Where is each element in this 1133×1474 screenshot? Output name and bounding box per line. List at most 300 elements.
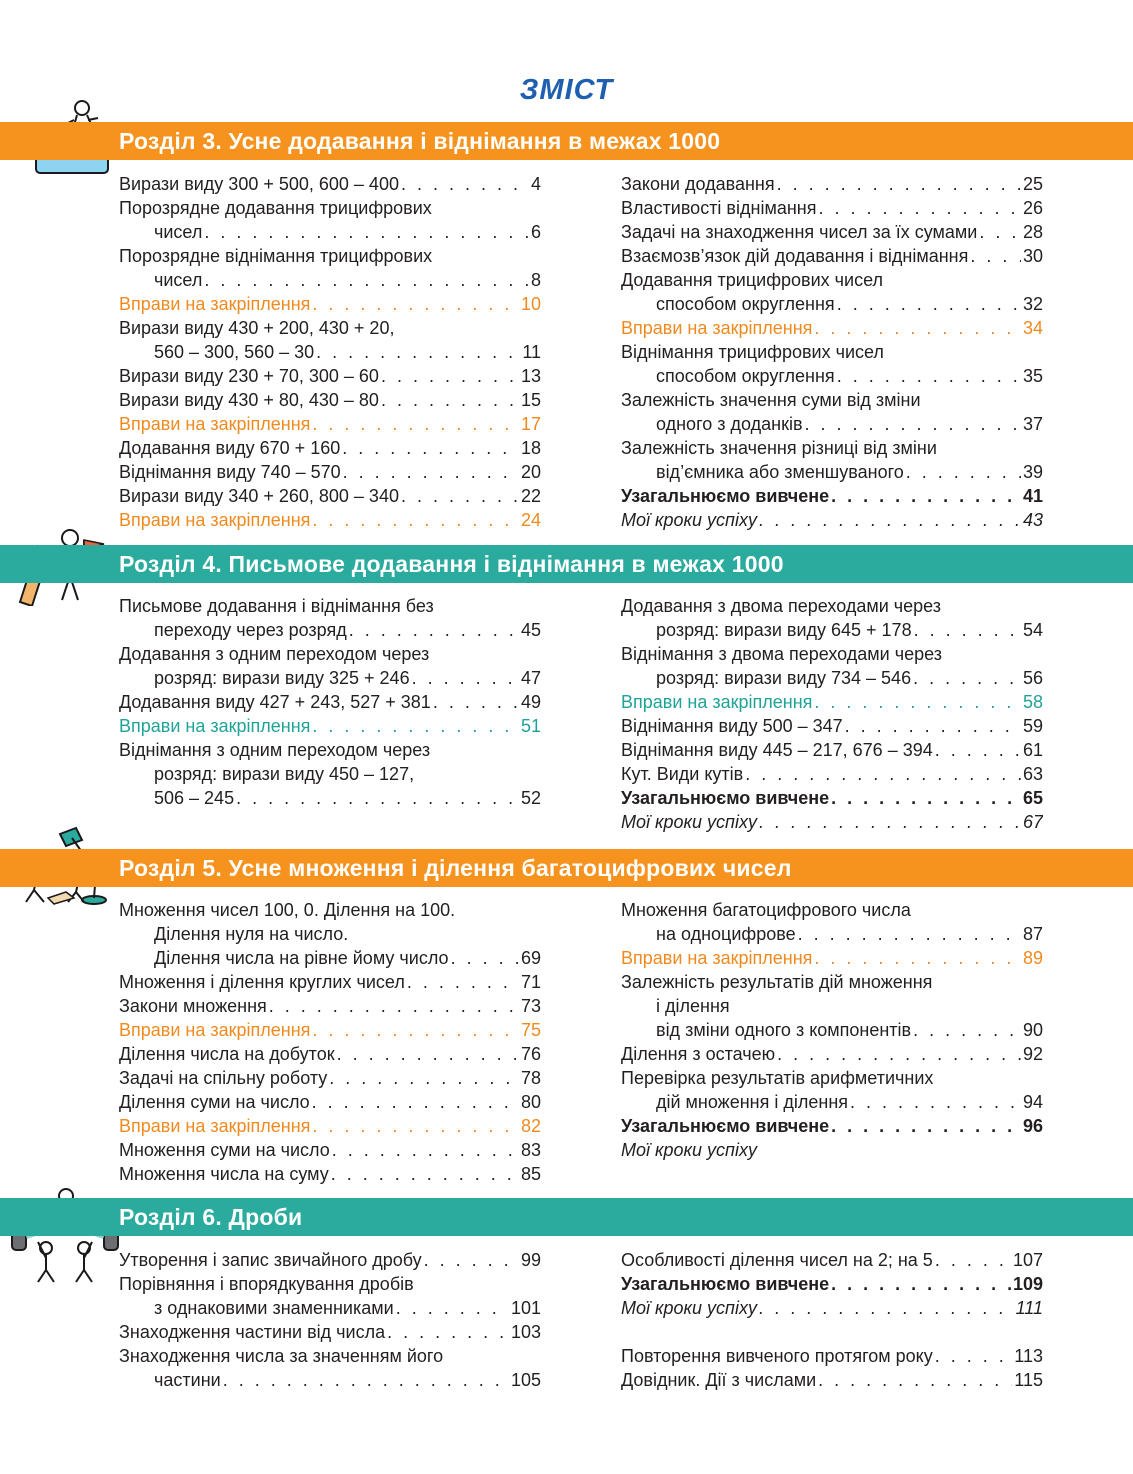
toc-entry-title: Утворення і запис звичайного дробу — [119, 1250, 422, 1270]
toc-entry-page: 94 — [1022, 1092, 1043, 1112]
dot-leader — [387, 1320, 509, 1344]
dot-leader — [831, 484, 1021, 508]
toc-entry[interactable] — [621, 738, 1043, 762]
toc-entry-page: 80 — [520, 1092, 541, 1112]
dot-leader — [914, 618, 1021, 642]
toc-entry[interactable] — [621, 1042, 1043, 1066]
dot-leader — [935, 1344, 1013, 1368]
toc-entry-page: 6 — [530, 222, 541, 242]
toc-entry[interactable] — [621, 594, 1043, 618]
section-6-right — [621, 1248, 1043, 1392]
toc-entry[interactable] — [621, 268, 1043, 292]
toc-entry-page: 67 — [1022, 812, 1043, 832]
toc-entry[interactable] — [621, 220, 1043, 244]
toc-entry-page: 10 — [520, 294, 541, 314]
dot-leader — [759, 508, 1021, 532]
toc-entry-title: Мої кроки успіху — [621, 1298, 757, 1318]
toc-entry-title: Додавання трицифрових чисел — [621, 270, 883, 290]
dot-leader — [745, 762, 1021, 786]
toc-entry[interactable] — [119, 738, 541, 762]
toc-entry-page: 83 — [520, 1140, 541, 1160]
toc-entry-page: 47 — [520, 668, 541, 688]
toc-entry[interactable] — [621, 436, 1043, 460]
toc-entry[interactable] — [119, 994, 541, 1018]
toc-entry[interactable] — [621, 994, 1043, 1018]
section-5-left — [119, 898, 541, 1186]
toc-entry[interactable] — [621, 786, 1043, 810]
toc-entry[interactable] — [119, 642, 541, 666]
toc-entry-title: Порозрядне віднімання трицифрових — [119, 246, 433, 266]
toc-entry-page: 45 — [520, 620, 541, 640]
dot-leader — [831, 1272, 1011, 1296]
toc-entry[interactable] — [119, 666, 541, 690]
toc-entry-title: способом округлення — [656, 294, 835, 314]
toc-entry[interactable] — [119, 594, 541, 618]
toc-entry-page: 58 — [1022, 692, 1043, 712]
toc-entry-title: Множення числа на суму — [119, 1164, 329, 1184]
dot-leader — [312, 1018, 519, 1042]
toc-entry-page: 90 — [1022, 1020, 1043, 1040]
toc-entry[interactable] — [621, 666, 1043, 690]
toc-entry-title: Віднімання виду 500 – 347 — [621, 716, 843, 736]
toc-entry-title: Додавання виду 670 + 160 — [119, 438, 341, 458]
toc-entry-page: 54 — [1022, 620, 1043, 640]
toc-entry[interactable] — [119, 922, 541, 946]
toc-entry-title: Залежність значення суми від зміни — [621, 390, 921, 410]
dot-leader — [818, 1368, 1012, 1392]
toc-entry-title: Вправи на закріплення — [119, 414, 311, 434]
dot-leader — [312, 292, 519, 316]
toc-entry[interactable] — [119, 484, 541, 508]
toc-entry-title: Особливості ділення чисел на 2; на 5 — [621, 1250, 933, 1270]
dot-leader — [407, 970, 519, 994]
toc-entry-page: 73 — [520, 996, 541, 1016]
toc-entry-title: Залежність результатів дій множення — [621, 972, 933, 992]
toc-entry[interactable] — [621, 460, 1043, 484]
dot-leader — [312, 1114, 519, 1138]
dot-leader — [337, 1042, 519, 1066]
dot-leader — [401, 484, 519, 508]
toc-entry-title: Вирази виду 300 + 500, 600 – 400 — [119, 174, 399, 194]
dot-leader — [845, 714, 1021, 738]
toc-entry-page: 35 — [1022, 366, 1043, 386]
dot-leader — [342, 436, 519, 460]
toc-entry-page: 87 — [1022, 924, 1043, 944]
toc-entry[interactable] — [119, 340, 541, 364]
toc-entry-page: 13 — [520, 366, 541, 386]
toc-entry-title: Знаходження частини від числа — [119, 1322, 386, 1342]
dot-leader — [433, 690, 519, 714]
dot-leader — [236, 786, 519, 810]
toc-entry-title: Повторення вивченого протягом року — [621, 1346, 933, 1366]
toc-entry[interactable] — [621, 364, 1043, 388]
toc-entry-title: Мої кроки успіху — [621, 812, 757, 832]
section-3-right — [621, 172, 1043, 532]
toc-entry[interactable] — [119, 196, 541, 220]
dot-leader — [935, 738, 1021, 762]
dot-leader — [312, 714, 519, 738]
toc-entry[interactable] — [621, 1114, 1043, 1138]
dot-leader — [332, 1138, 519, 1162]
toc-entry[interactable] — [621, 714, 1043, 738]
toc-entry-title: і ділення — [656, 996, 730, 1016]
toc-entry-title: Ділення числа на рівне йому число — [154, 948, 449, 968]
toc-entry-title: Залежність значення різниці від зміни — [621, 438, 937, 458]
toc-entry-page: 115 — [1014, 1370, 1043, 1390]
toc-entry-title: Узагальнюємо вивчене — [621, 1116, 830, 1136]
toc-entry[interactable] — [621, 412, 1043, 436]
toc-entry[interactable] — [621, 922, 1043, 946]
dot-leader — [837, 292, 1021, 316]
toc-entry[interactable] — [621, 690, 1043, 714]
toc-entry[interactable] — [119, 1296, 541, 1320]
toc-entry[interactable] — [119, 1368, 541, 1392]
spacer — [621, 1320, 1043, 1344]
toc-entry-title: Вирази виду 230 + 70, 300 – 60 — [119, 366, 379, 386]
toc-entry-title: Додавання виду 427 + 243, 527 + 381 — [119, 692, 431, 712]
toc-entry-title: Множення і ділення круглих чисел — [119, 972, 405, 992]
toc-entry[interactable] — [119, 690, 541, 714]
toc-entry-title: Вправи на закріплення — [119, 716, 311, 736]
toc-entry-title: Віднімання трицифрових чисел — [621, 342, 884, 362]
toc-entry-title: Перевірка результатів арифметичних — [621, 1068, 934, 1088]
dot-leader — [814, 690, 1021, 714]
toc-entry[interactable] — [119, 1018, 541, 1042]
toc-entry-title: Порозрядне додавання трицифрових — [119, 198, 432, 218]
toc-entry[interactable] — [119, 970, 541, 994]
dot-leader — [396, 1296, 509, 1320]
toc-entry[interactable] — [119, 412, 541, 436]
toc-entry-title: дій множення і ділення — [656, 1092, 849, 1112]
toc-entry[interactable] — [119, 388, 541, 412]
toc-entry-title: Вправи на закріплення — [621, 318, 813, 338]
toc-entry-title: Вправи на закріплення — [119, 1116, 311, 1136]
toc-entry-page: 107 — [1012, 1250, 1043, 1270]
toc-entry-page: 49 — [520, 692, 541, 712]
dot-leader — [814, 316, 1021, 340]
toc-entry[interactable] — [621, 618, 1043, 642]
dot-leader — [798, 922, 1021, 946]
dot-leader — [401, 172, 529, 196]
toc-entry-page: 109 — [1012, 1274, 1043, 1294]
toc-entry-title: Знаходження числа за значенням його — [119, 1346, 444, 1366]
dot-leader — [759, 1296, 1014, 1320]
toc-entry-title: Вирази виду 430 + 80, 430 – 80 — [119, 390, 379, 410]
toc-entry-page: 41 — [1022, 486, 1043, 506]
toc-entry[interactable] — [621, 642, 1043, 666]
dot-leader — [831, 786, 1021, 810]
section-6-left — [119, 1248, 541, 1392]
toc-entry-title: Узагальнюємо вивчене — [621, 788, 830, 808]
section-3-left — [119, 172, 541, 532]
dot-leader — [906, 460, 1021, 484]
section-5-heading: Розділ 5. Усне множення і ділення багатоцифрових чисел — [0, 849, 1133, 887]
toc-entry-title: Вправи на закріплення — [621, 948, 813, 968]
dot-leader — [451, 946, 519, 970]
toc-entry-title: Довідник. Дії з числами — [621, 1370, 817, 1390]
toc-entry-page: 30 — [1022, 246, 1043, 266]
toc-entry-title: Закони додавання — [621, 174, 775, 194]
toc-entry[interactable] — [621, 946, 1043, 970]
toc-entry-page: 15 — [520, 390, 541, 410]
toc-entry-title: Віднімання з двома переходами через — [621, 644, 942, 664]
dot-leader — [913, 666, 1021, 690]
toc-entry[interactable] — [119, 714, 541, 738]
toc-entry-title: чисел — [154, 270, 203, 290]
toc-entry[interactable] — [621, 340, 1043, 364]
toc-entry-title: 506 – 245 — [154, 788, 235, 808]
toc-entry[interactable] — [621, 172, 1043, 196]
toc-entry[interactable] — [119, 1138, 541, 1162]
dot-leader — [424, 1248, 519, 1272]
toc-entry-title: Ділення числа на добуток — [119, 1044, 335, 1064]
toc-entry-page: 69 — [520, 948, 541, 968]
toc-entry-title: переходу через розряд — [154, 620, 347, 640]
toc-entry[interactable] — [621, 388, 1043, 412]
section-4-left — [119, 594, 541, 810]
toc-entry[interactable] — [621, 1018, 1043, 1042]
toc-entry[interactable] — [119, 1162, 541, 1186]
toc-entry[interactable] — [119, 244, 541, 268]
toc-entry[interactable] — [621, 508, 1043, 532]
toc-entry-page: 11 — [522, 342, 541, 362]
toc-entry-page: 96 — [1022, 1116, 1043, 1136]
toc-entry[interactable] — [119, 316, 541, 340]
toc-entry[interactable] — [621, 1138, 1043, 1162]
toc-entry[interactable] — [119, 1090, 541, 1114]
toc-entry-title: Вправи на закріплення — [119, 294, 311, 314]
toc-entry-title: Письмове додавання і віднімання без — [119, 596, 434, 616]
toc-entry-page: 24 — [520, 510, 541, 530]
toc-entry-title: розряд: вирази виду 325 + 246 — [154, 668, 410, 688]
toc-entry-page: 26 — [1022, 198, 1043, 218]
dot-leader — [381, 364, 519, 388]
toc-entry-page: 82 — [520, 1116, 541, 1136]
toc-entry-title: Множення чисел 100, 0. Ділення на 100. — [119, 900, 456, 920]
toc-entry-title: частини — [154, 1370, 221, 1390]
dot-leader — [850, 1090, 1021, 1114]
toc-entry-page: 111 — [1015, 1298, 1043, 1318]
dot-leader — [831, 1114, 1021, 1138]
toc-entry-page: 20 — [520, 462, 541, 482]
dot-leader — [316, 340, 520, 364]
toc-entry-page: 101 — [510, 1298, 541, 1318]
section-4-heading: Розділ 4. Письмове додавання і віднімання в межах 1000 — [0, 545, 1133, 583]
toc-entry[interactable] — [119, 508, 541, 532]
toc-entry[interactable] — [621, 810, 1043, 834]
toc-entry[interactable] — [119, 436, 541, 460]
toc-entry-page: 51 — [520, 716, 541, 736]
dot-leader — [805, 412, 1021, 436]
toc-entry[interactable] — [621, 1248, 1043, 1272]
toc-entry-page: 65 — [1022, 788, 1043, 808]
dot-leader — [223, 1368, 509, 1392]
toc-entry[interactable] — [621, 1090, 1043, 1114]
dot-leader — [913, 1018, 1021, 1042]
toc-entry-title: Властивості віднімання — [621, 198, 817, 218]
toc-entry[interactable] — [621, 292, 1043, 316]
dot-leader — [837, 364, 1021, 388]
toc-entry[interactable] — [621, 1344, 1043, 1368]
toc-entry-title: Вправи на закріплення — [621, 692, 813, 712]
dot-leader — [312, 412, 519, 436]
section-5-right — [621, 898, 1043, 1162]
toc-entry[interactable] — [621, 898, 1043, 922]
toc-entry-page: 76 — [520, 1044, 541, 1064]
toc-entry-title: Ділення нуля на число. — [154, 924, 349, 944]
toc-entry[interactable] — [119, 292, 541, 316]
dot-leader — [312, 1090, 519, 1114]
section-4-right — [621, 594, 1043, 834]
toc-entry-title: Задачі на спільну роботу — [119, 1068, 328, 1088]
dot-leader — [312, 508, 519, 532]
toc-entry-title: від зміни одного з компонентів — [656, 1020, 912, 1040]
toc-entry-page: 17 — [520, 414, 541, 434]
toc-entry-title: Додавання з двома переходами через — [621, 596, 942, 616]
toc-entry[interactable] — [119, 1320, 541, 1344]
toc-entry-title: від’ємника або зменшуваного — [656, 462, 904, 482]
toc-entry[interactable] — [119, 1248, 541, 1272]
toc-entry-page: 105 — [510, 1370, 541, 1390]
dot-leader — [269, 994, 519, 1018]
dot-leader — [412, 666, 519, 690]
toc-entry[interactable] — [119, 1344, 541, 1368]
toc-entry-title: Вправи на закріплення — [119, 1020, 311, 1040]
toc-entry-page: 22 — [520, 486, 541, 506]
toc-entry[interactable] — [119, 762, 541, 786]
toc-entry-title: Додавання з одним переходом через — [119, 644, 430, 664]
toc-entry-title: Узагальнюємо вивчене — [621, 486, 830, 506]
toc-entry[interactable] — [621, 1272, 1043, 1296]
toc-entry-title: Віднімання виду 740 – 570 — [119, 462, 341, 482]
toc-entry-title: Порівняння і впорядкування дробів — [119, 1274, 414, 1294]
page-title: ЗМІСТ — [519, 74, 614, 106]
dot-leader — [814, 946, 1021, 970]
toc-entry-page: 18 — [520, 438, 541, 458]
dot-leader — [935, 1248, 1011, 1272]
toc-entry-page: 71 — [520, 972, 541, 992]
dot-leader — [818, 196, 1021, 220]
toc-entry[interactable] — [119, 1272, 541, 1296]
toc-entry-title: Кут. Види кутів — [621, 764, 744, 784]
toc-entry[interactable] — [621, 1368, 1043, 1392]
toc-entry[interactable] — [119, 786, 541, 810]
toc-entry-page: 32 — [1022, 294, 1043, 314]
toc-entry-title: Задачі на знаходження чисел за їх сумами — [621, 222, 978, 242]
dot-leader — [349, 618, 519, 642]
toc-entry-title: способом округлення — [656, 366, 835, 386]
toc-entry-page: 4 — [530, 174, 541, 194]
toc-entry-page: 78 — [520, 1068, 541, 1088]
toc-entry[interactable] — [621, 316, 1043, 340]
toc-entry-title: одного з доданків — [656, 414, 803, 434]
toc-entry-title: Мої кроки успіху — [621, 1140, 757, 1160]
dot-leader — [970, 244, 1021, 268]
toc-entry[interactable] — [621, 244, 1043, 268]
toc-entry-page: 39 — [1022, 462, 1043, 482]
toc-entry-page: 63 — [1022, 764, 1043, 784]
toc-entry-title: з однаковими знаменниками — [154, 1298, 394, 1318]
toc-entry-title: Узагальнюємо вивчене — [621, 1274, 830, 1294]
dot-leader — [381, 388, 519, 412]
toc-entry[interactable] — [119, 898, 541, 922]
toc-entry-page: 59 — [1022, 716, 1043, 736]
toc-entry-page: 52 — [520, 788, 541, 808]
section-3-heading: Розділ 3. Усне додавання і віднімання в межах 1000 — [0, 122, 1133, 160]
toc-entry[interactable] — [119, 1114, 541, 1138]
section-6-heading: Розділ 6. Дроби — [0, 1198, 1133, 1236]
dot-leader — [204, 220, 529, 244]
toc-entry-title: Ділення суми на число — [119, 1092, 310, 1112]
toc-entry-title: чисел — [154, 222, 203, 242]
toc-entry-title: Множення багатоцифрового числа — [621, 900, 911, 920]
toc-entry[interactable] — [621, 484, 1043, 508]
toc-entry-page: 99 — [520, 1250, 541, 1270]
toc-entry[interactable] — [621, 970, 1043, 994]
toc-entry-title: розряд: вирази виду 645 + 178 — [656, 620, 912, 640]
toc-entry[interactable] — [119, 1066, 541, 1090]
toc-entry-title: розряд: вирази виду 734 – 546 — [656, 668, 912, 688]
toc-entry-title: Закони множення — [119, 996, 267, 1016]
toc-entry-page: 8 — [530, 270, 541, 290]
toc-entry[interactable] — [119, 946, 541, 970]
dot-leader — [979, 220, 1021, 244]
toc-entry-page: 28 — [1022, 222, 1043, 242]
toc-entry-title: 560 – 300, 560 – 30 — [154, 342, 315, 362]
toc-entry-page: 85 — [520, 1164, 541, 1184]
toc-entry-title: розряд: вирази виду 450 – 127, — [154, 764, 415, 784]
toc-entry-title: на одноцифрове — [656, 924, 796, 944]
toc-entry-title: Ділення з остачею — [621, 1044, 776, 1064]
toc-entry-page: 37 — [1022, 414, 1043, 434]
toc-entry-title: Вирази виду 430 + 200, 430 + 20, — [119, 318, 395, 338]
toc-entry[interactable] — [119, 618, 541, 642]
toc-entry[interactable] — [119, 1042, 541, 1066]
toc-entry-page: 89 — [1022, 948, 1043, 968]
toc-entry[interactable] — [119, 268, 541, 292]
toc-entry-title: Взаємозв’язок дій додавання і віднімання — [621, 246, 969, 266]
toc-entry-page: 34 — [1022, 318, 1043, 338]
toc-entry[interactable] — [119, 172, 541, 196]
dot-leader — [331, 1162, 519, 1186]
toc-entry[interactable] — [621, 1066, 1043, 1090]
toc-entry[interactable] — [119, 220, 541, 244]
toc-entry-title: Вправи на закріплення — [119, 510, 311, 530]
toc-entry-page: 25 — [1022, 174, 1043, 194]
dot-leader — [204, 268, 529, 292]
toc-entry-title: Мої кроки успіху — [621, 510, 757, 530]
toc-entry-title: Віднімання виду 445 – 217, 676 – 394 — [621, 740, 933, 760]
toc-entry-title: Віднімання з одним переходом через — [119, 740, 431, 760]
toc-entry-page: 113 — [1014, 1346, 1043, 1366]
toc-entry-title: Множення суми на число — [119, 1140, 330, 1160]
toc-entry-page: 43 — [1022, 510, 1043, 530]
dot-leader — [777, 1042, 1021, 1066]
toc-entry[interactable] — [119, 460, 541, 484]
toc-entry[interactable] — [621, 1296, 1043, 1320]
toc-entry-page: 56 — [1022, 668, 1043, 688]
toc-entry-page: 103 — [510, 1322, 541, 1342]
toc-entry[interactable] — [119, 364, 541, 388]
dot-leader — [777, 172, 1021, 196]
toc-entry[interactable] — [621, 196, 1043, 220]
toc-entry[interactable] — [621, 762, 1043, 786]
toc-entry-page: 92 — [1022, 1044, 1043, 1064]
dot-leader — [759, 810, 1021, 834]
toc-entry-page: 75 — [520, 1020, 541, 1040]
dot-leader — [329, 1066, 519, 1090]
dot-leader — [343, 460, 519, 484]
